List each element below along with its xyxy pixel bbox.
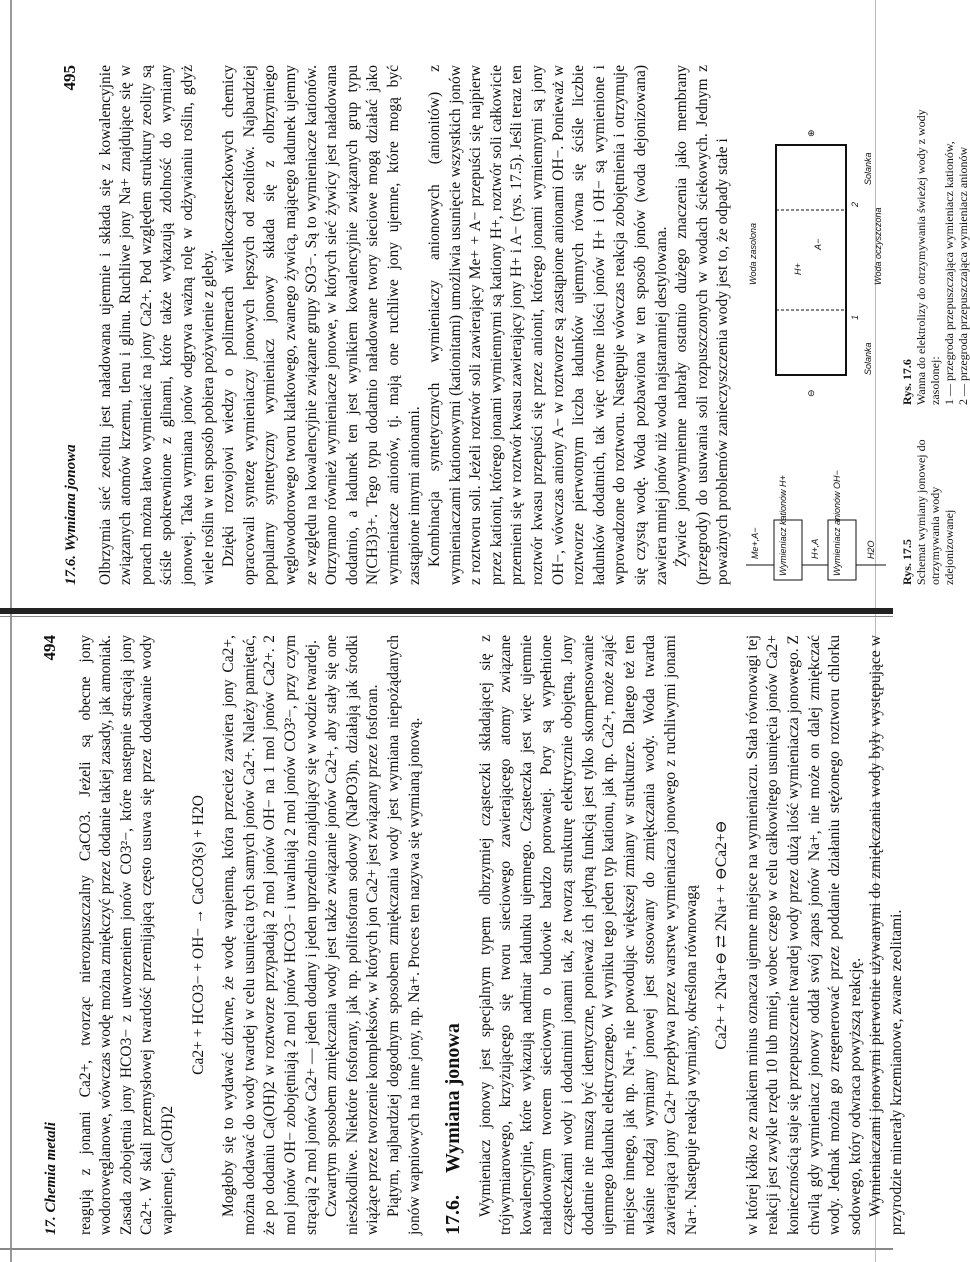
- ion-a: A−: [813, 238, 823, 250]
- paragraph: w której kółko ze znakiem minus oznacza ujemne miejsce na wymieniaczu. Stała równowagi tej reakcji jest zwykle rzędu 10 lub mniej, wobec czego w celu całkowitego usunięcia jonów Ca2+ koniecznością staje się przepuszczenie twardej wody przez dużą ilość wymieniacza jonowego. Z chwilą gdy wymieniacz jonowy oddał swój zapas jonów Na+, nie może on dalej zmiękczać wody. Jednak można go zregenerować przez poddanie działaniu stężonego roztworu chlorku sodowego, który odwraca powyższą reakcję.: [743, 635, 864, 1235]
- tank: [776, 145, 846, 375]
- electrolysis-cell-diagram: [746, 105, 896, 405]
- running-head: [40, 635, 62, 1235]
- label-brine-right: Solanka: [863, 152, 873, 185]
- label-brine-left: Solanka: [863, 342, 873, 375]
- minus-electrode: ⊖: [806, 389, 816, 397]
- anion-exchanger-label: Wymieniacz anionów OH−: [832, 470, 842, 576]
- paragraph: Wymieniaczami jonowymi pierwotnie używanymi do zmiękczania wody były występujące w przyrodzie minerały krzemianowe, zwane zeolitami.: [867, 635, 905, 1235]
- caption-item-2: 2 — przegroda przepuszczająca wymieniacz anionów: [956, 146, 970, 405]
- section-heading: [443, 635, 464, 1235]
- figure-17-5: [746, 435, 970, 585]
- label-mid: H+,A: [810, 538, 820, 559]
- paragraph: Czwartym sposobem zmiękczania wody jest także związanie jonów Ca2+, aby stały się one nieszkodliwe. Niektóre fosforany, jak np. polifosforan sodowy (NaPO3)n, działają jak środki wiążące przez tworzenie kompleksów, w których jon Ca2+ jest związany przez fosforan.: [323, 635, 382, 1235]
- label-membrane-1: 1: [850, 314, 860, 320]
- caption-title: Rys. 17.6: [900, 359, 914, 405]
- label-in: Me+,A−: [750, 527, 760, 559]
- section-title: Wymiana jonowa: [442, 1023, 465, 1173]
- caption-title: Rys. 17.5: [900, 539, 914, 585]
- book-fold-shadow: [0, 616, 893, 617]
- page-494: [40, 635, 905, 1235]
- page-495: [60, 65, 970, 585]
- caption-item-1: 1 — przegroda przepuszczająca wymieniacz kationów,: [942, 141, 956, 405]
- paragraph: Piątym, najbardziej dogodnym sposobem zmiękczania wody jest wymiana niepożądanych jonów wapniowych na inne jony, np. Na+. Proces ten nazywa się wymianą jonową.: [384, 635, 423, 1235]
- label-membrane-2: 2: [850, 201, 860, 207]
- paragraph: Mogłoby się to wydawać dziwne, że wodę wapienną, która przecież zawiera jony Ca2+, można dodawać do wody twardej w celu usunięcia tych samych jonów Ca2+. Należy pamiętać, że po dodaniu Ca(OH)2 w roztworze przypadają 2 mol jonów OH− na 1 mol jonów Ca2+. 2 mol jonów OH− zobojętniają 2 mol jonów HCO3− i uwalniają 2 mol jonów CO3²−, przy czym strącają 2 mol jonów Ca2+ — jeden dodany i jeden uprzednio znajdujący się w wodzie twardej.: [220, 635, 320, 1235]
- equation: Ca2+ + HCO3− + OH− → CaCO3(s) + H2O: [189, 795, 207, 1075]
- section-number: 17.6.: [442, 1195, 465, 1235]
- ion-exchange-diagram: [746, 435, 896, 585]
- label-out: H2O: [866, 540, 876, 559]
- scan-bottom-edge: [0, 1248, 893, 1250]
- caption-text: Wanna do elektrolizy do otrzymywania świeżej wody z wody zasolonej:: [914, 109, 942, 405]
- running-head: [60, 65, 82, 585]
- equation: Ca2+ + 2Na+⊖ ⇄ 2Na+ + ⊖Ca2+⊖: [713, 820, 731, 1050]
- label-clean-water: Woda oczyszczona: [873, 207, 883, 285]
- figure-caption: [900, 65, 970, 405]
- figures-row: [746, 65, 970, 585]
- ion-h: H+: [793, 263, 803, 275]
- paragraph: reagują z jonami Ca2+, tworząc nierozpuszczalny CaCO3. Jeżeli są obecne jony wodorowęglanowe, wówczas wodę można zmiękczyć przez dodanie takiej zasady, jak amoniak. Zasada zobojętnia jony HCO3− z utworzeniem jonów CO3²−, które następnie strącają jony Ca2+. W skali przemysłowej twardość przemijającą często usuwa się przez dodawanie wody wapiennej, Ca(OH)2: [76, 635, 176, 1235]
- paragraph: Wymieniacz jonowy jest specjalnym typem olbrzymiej cząsteczki składającej się z trójwymiarowego, krzyżującego się tworu sieciowego zawierającego atomy związane kowalencyjnie, które wykazują nadmiar ładunku ujemnego. Cząsteczka jest więc ujemnie naładowanym tworem sieciowym o budowie bardzo porowatej. Pory są wypełnione cząsteczkami wody i dodatnimi jonami tak, że tworzą strukturę elektrycznie obojętną. Jony dodatnie nie muszą być identyczne, ponieważ ich jedyną funkcją jest tylko skompensowanie ujemnego ładunku elektrycznego. W wyniku tego jeden typ kationu, jak np. Ca2+, może zająć miejsce innego, jak np. Na+, nie powodując większej zmiany w strukturze. Dlatego też ten właśnie rodzaj wymiany jonowej jest stosowany do zmiękczania wody. Woda twarda zawierająca jony Ca2+ przepływa przez warstwę wymieniacza jonowego z ruchliwymi jonami Na+. Następuje reakcja wymiany, określona równowagą: [476, 635, 700, 1235]
- paragraph: Olbrzymia sieć zeolitu jest naładowana ujemnie i składa się z kowalencyjnie związanych atomów krzemu, tlenu i glinu. Ruchliwe jony Na+ znajdujące się w porach można łatwo wymieniać na jony Ca2+. Pod względem struktury zeolity są ściśle spokrewnione z glinami, które także wykazują zdolność do wymiany jonowej. Taka wymiana jonów odgrywa ważną rolę w odżywianiu roślin, gdyż wiele roślin w ten sposób pobiera pożywienie z gleby.: [96, 65, 217, 585]
- caption-text: Schemat wymiany jonowej do otrzymywania wody zdejonizowanej: [914, 439, 956, 585]
- page-number: 495: [60, 65, 79, 91]
- running-head-title: 17.6. Wymiana jonowa: [63, 444, 79, 585]
- paragraph: Żywice jonowymienne nabrały ostatnio dużego znaczenia jako membrany (przegrody) do usuwania soli rozpuszczonych w wodach ściekowych. Jednym z poważnych problemów zanieczyszczenia wody jest to, że odpady stałe i: [673, 65, 732, 585]
- paragraph: Kombinacja syntetycznych wymieniaczy anionowych (anionitów) z wymieniaczami kationowymi (kationitami) umożliwia usunięcie wszystkich jonów z roztworu soli. Jeżeli roztwór soli zawierający Me+ + A− przepuści się najpierw przez kationit, którego jonami wymiennymi są kationy H+, roztwór soli całkowicie przemieni się w roztwór kwasu zawierający jony H+ i A− (rys. 17.5). Jeśli teraz ten roztwór kwasu przepuści się przez anionit, którego jonami wymiennymi są jony OH−, wówczas aniony A− w roztworze są zastąpione anionami OH−. Ponieważ w roztworze pierwotnym liczba ładunków ujemnych równa się ściśle liczbie ładunków dodatnich, tak więc równe ilości jonów H+ i OH− są wymienione i wprowadzone do roztworu. Następuje wówczas reakcja zobojętnienia i otrzymuje się czystą wodę. Woda pozbawiona w ten sposób jonów (woda dejonizowana) zawiera mniej jonów niż woda najstaranniej destylowana.: [426, 65, 670, 585]
- book-fold-line: [0, 608, 893, 614]
- label-salt-water: Woda zasolona: [748, 222, 758, 285]
- plus-electrode: ⊕: [806, 129, 816, 137]
- page-number: 494: [40, 635, 59, 661]
- paragraph: Dzięki rozwojowi wiedzy o polimerach wielkocząsteczkowych chemicy opracowali syntezę wymieniaczy jonowych lepszych od zeolitów. Najbardziej popularny syntetyczny wymieniacz jonowy składa się z olbrzymiego węglowodorowego tworu klatkowego, zwanego żywicą, mającego ładunek ujemny ze względu na kowalencyjnie związane grupy SO3−. Są to wymieniacze kationów. Otrzymano również wymieniacze jonowe, w których sieć żywicy jest naładowana dodatnio, a ładunek ten jest wynikiem kowalencyjnie związanych grup typu N(CH3)3+. Tego typu dodatnio naładowane twory sieciowe mogą działać jako wymieniacze anionów, tj. mają one ruchliwe jony ujemne, które mogą być zastąpione innymi anionami.: [220, 65, 423, 585]
- figure-17-6: [746, 65, 970, 405]
- figure-caption: [900, 435, 956, 585]
- scan-left-edge: [10, 0, 12, 1262]
- running-head-title: 17. Chemia metali: [43, 1122, 59, 1235]
- cation-exchanger-label: Wymieniacz kationów H+: [778, 475, 788, 576]
